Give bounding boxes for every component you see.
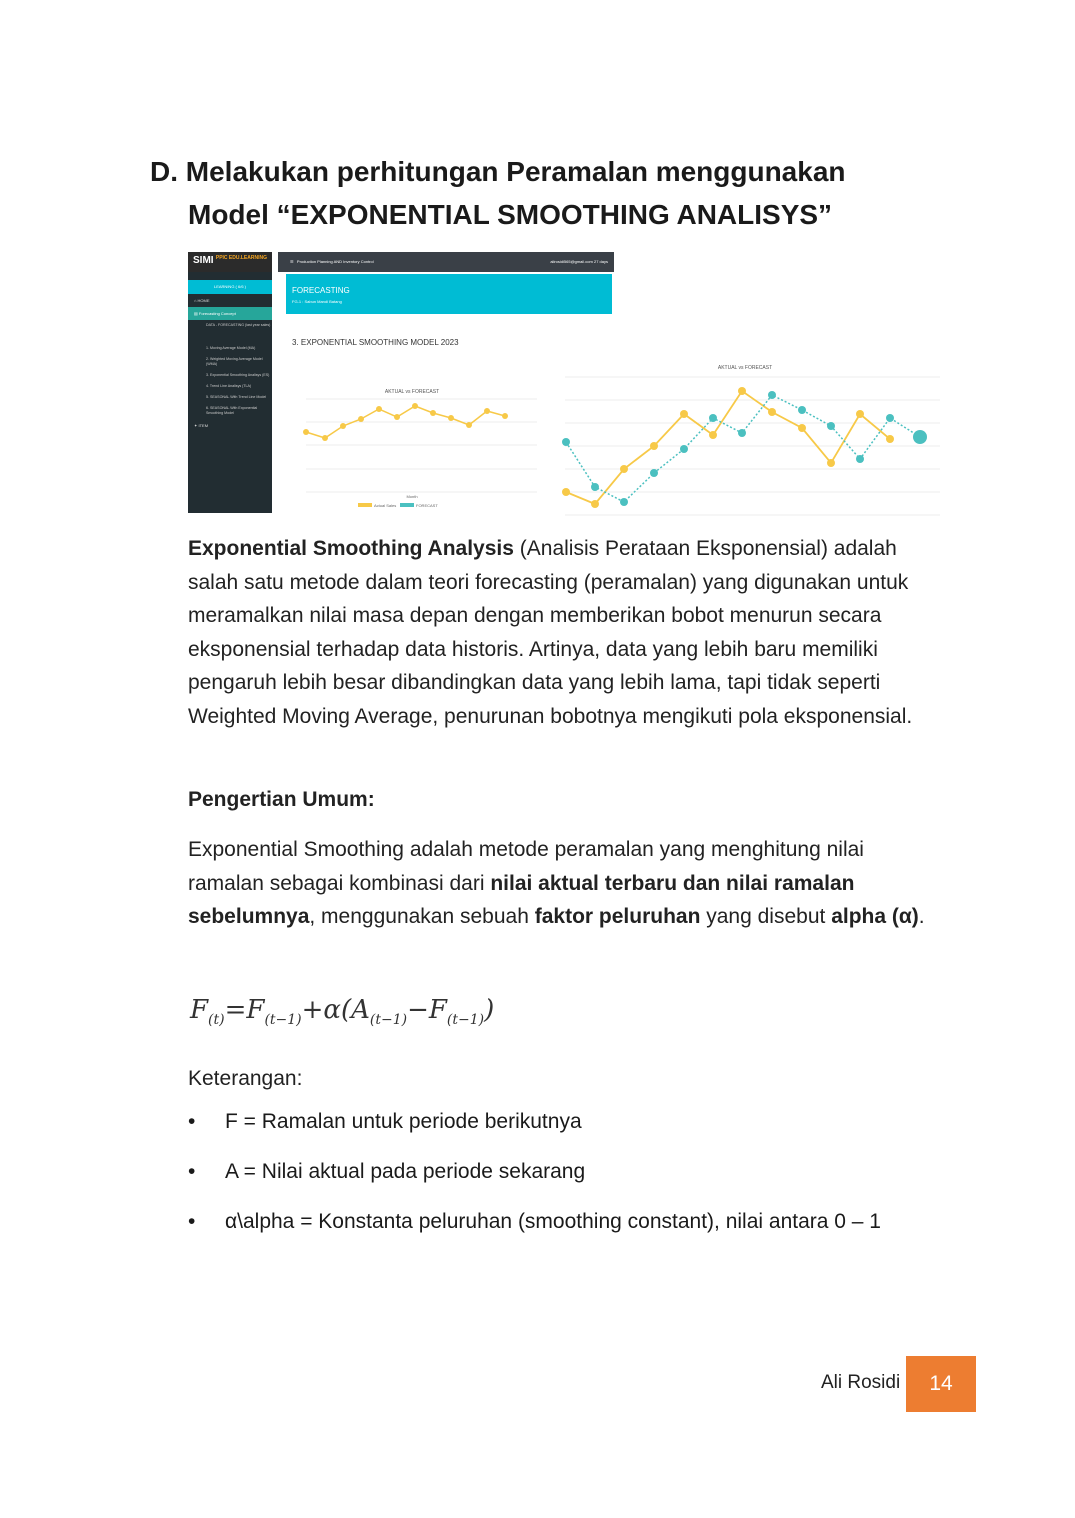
sidebar-item-item[interactable]: ✦ ITEM xyxy=(194,423,209,428)
learning-badge: LEARNING ( 6/6 ) xyxy=(188,280,272,294)
model-title: 3. EXPONENTIAL SMOOTHING MODEL 2023 xyxy=(292,338,459,347)
list-item: • A = Nilai aktual pada periode sekarang xyxy=(188,1160,881,1210)
chart-large xyxy=(540,358,945,520)
heading-line-1: D. Melakukan perhitungan Peramalan menggunakan xyxy=(150,156,846,187)
svg-text:AKTUAL vs FORECAST: AKTUAL vs FORECAST xyxy=(384,389,440,395)
list-item: • α\alpha = Konstanta peluruhan (smoothing constant), nilai antara 0 – 1 xyxy=(188,1210,881,1260)
chart-small xyxy=(282,383,544,513)
forecasting-banner: FORECASTING FG-1 : Sabun Mandi Batang xyxy=(286,274,612,314)
heading-line-2: Model “EXPONENTIAL SMOOTHING ANALISYS” xyxy=(188,199,833,230)
footer-author: Ali Rosidi xyxy=(821,1372,901,1393)
intro-paragraph: Exponential Smoothing Analysis (Analisis Perataan Eksponensial) adalah salah satu metode dalam teori forecasting (peramalan) yang digunakan untuk meramalkan nilai masa depan dengan memberikan bobot menurun secara eksponensial terhadap data historis. Artinya, data yang lebih baru memiliki pengaruh lebih besar dibandingkan data yang lebih lama, tapi tidak seperti Weighted Moving Average, penurunan bobotnya mengikuti pola eksponensial. xyxy=(188,537,913,728)
submenu-item[interactable]: 3. Exponential Smoothing Analisys (ES) xyxy=(206,373,270,377)
svg-text:AKTUAL vs FORECAST: AKTUAL vs FORECAST xyxy=(717,365,773,371)
list-item: • F = Ramalan untuk periode berikutnya xyxy=(188,1110,881,1160)
submenu-item[interactable]: 5. SEASONAL With Trend Line Model xyxy=(206,395,267,399)
formula: $F_{(t)}=F_{(t-1)}+\alpha(A_{(t-1)}-F_{(t-1)})$ xyxy=(190,995,495,1029)
submenu-item[interactable]: 6. SEASONAL With Exponential Smoothing Model xyxy=(206,406,258,415)
submenu-item[interactable]: 4. Trend Line Analisys (TLA) xyxy=(206,384,252,388)
submenu-item[interactable]: 2. Weighted Moving Average Model (WMA) xyxy=(206,357,263,366)
logo: SIMI PPIC EDU.LEARNING xyxy=(188,252,272,272)
section-heading xyxy=(150,150,846,236)
sidebar-item-forecasting[interactable]: ▤ Forecasting Concept xyxy=(188,307,272,320)
svg-text:Month: Month xyxy=(406,494,418,499)
definition-paragraph: Exponential Smoothing adalah metode peramalan yang menghitung nilai ramalan sebagai kombinasi dari nilai aktual terbaru dan nilai ramalan sebelumnya, menggunakan sebuah faktor peluruhan yang disebut alpha (α). xyxy=(188,838,925,928)
subheading: Pengertian Umum: xyxy=(188,788,375,811)
top-bar: ☰ Production Planning AND Inventory Control alirosidi565@gmail.com 27 days xyxy=(278,252,614,272)
user-email[interactable]: alirosidi565@gmail.com 27 days xyxy=(550,259,608,264)
svg-text:FORECAST: FORECAST xyxy=(416,503,438,508)
legend-list xyxy=(188,1110,881,1260)
sidebar xyxy=(188,252,272,513)
submenu-item[interactable]: 1. Moving Average Model (MA) xyxy=(206,346,256,350)
submenu-item[interactable]: DATA - FORECASTING (last year sales) xyxy=(206,323,271,327)
sidebar-item-home[interactable]: ⌂ HOME xyxy=(194,298,210,303)
page-number: 14 xyxy=(906,1356,976,1412)
keterangan-label: Keterangan: xyxy=(188,1067,303,1090)
svg-text:Actual Sales: Actual Sales xyxy=(374,503,397,508)
